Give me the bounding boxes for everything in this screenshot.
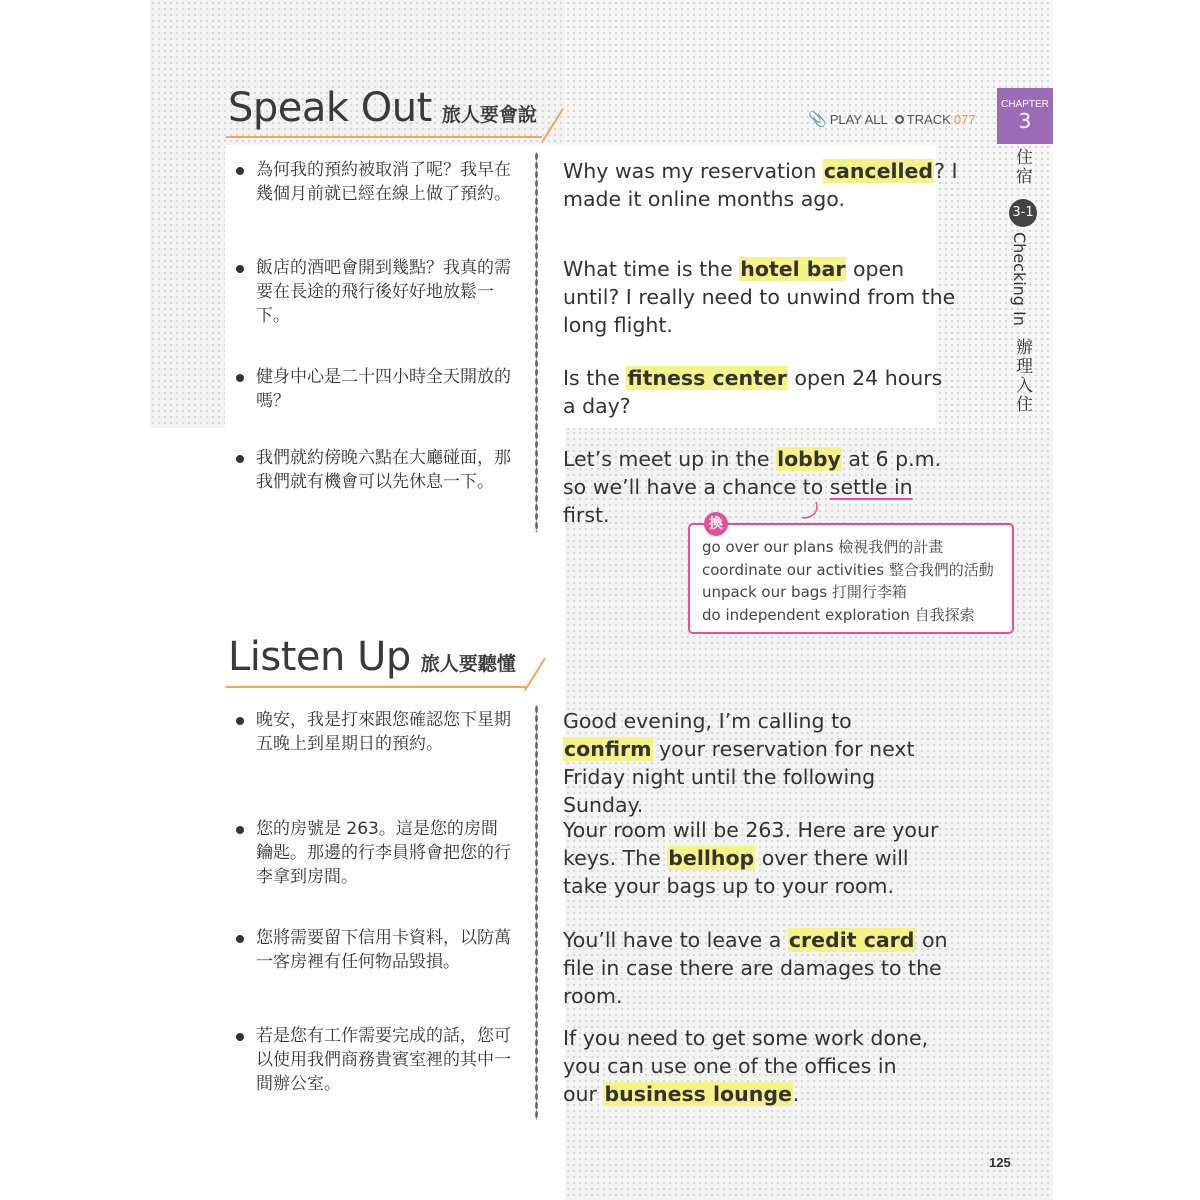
speak-out-zh-4: 我們就約傍晚六點在大廳碰面，那我們就有機會可以先休息一下。 [232,446,514,494]
swap-badge: 換 [704,512,728,536]
swap-target-phrase[interactable]: settle in [829,475,913,499]
listen-up-heading [228,634,516,680]
keyword-highlight: hotel bar [740,257,846,281]
speak-out-zh-2: 飯店的酒吧會開到幾點？我真的需要在長途的飛行後好好地放鬆一下。 [232,256,514,328]
paperclip-icon: 📎 [808,111,827,128]
speak-out-zh-3: 健身中心是二十四小時全天開放的嗎？ [232,365,514,413]
track-label: TRACK [906,111,951,127]
keyword-highlight: business lounge [604,1082,792,1106]
speak-out-title: Speak Out [228,85,432,131]
track-disc-icon [895,115,904,124]
chapter-tab [997,88,1053,144]
speak-out-en-3: Is the fitness center open 24 hours a day? [563,366,943,418]
column-divider-bottom [535,705,538,1120]
speak-out-heading [228,85,537,131]
speak-out-underline [226,136,542,138]
side-section-en: Checking In [1010,232,1029,326]
keyword-highlight: cancelled [823,159,934,183]
listen-up-title-zh: 旅人要聽懂 [420,653,516,675]
speak-out-en-4: Let’s meet up in the lobby at 6 p.m. so we’ll have a chance to settle in first. [563,447,942,527]
listen-up-underline [226,686,526,688]
track-number[interactable]: 077 [953,111,976,127]
speak-out-en-2: What time is the hotel bar open until? I really need to unwind from the long flight. [563,257,956,337]
listen-up-en-1: Good evening, I’m calling to confirm your reservation for next Friday night until the following Sunday. [563,709,915,817]
listen-up-en-3: You’ll have to leave a credit card on file in case there are damages to the room. [563,928,948,1008]
swap-option: do independent exploration 自我探索 [702,605,975,624]
audio-track-controls[interactable] [808,110,976,128]
speak-out-title-zh: 旅人要會說 [441,104,537,126]
keyword-highlight: confirm [564,737,652,761]
keyword-highlight: credit card [788,928,915,952]
speak-out-en-1: Why was my reservation cancelled? I made it online months ago. [563,159,958,211]
swap-option: coordinate our activities 整合我們的活動 [702,560,994,579]
keyword-highlight: lobby [777,447,841,471]
listen-up-zh-3: 您將需要留下信用卡資料，以防萬一客房裡有任何物品毀損。 [232,926,514,974]
chapter-number: 3 [1018,109,1032,133]
page-number: 125 [989,1155,1011,1170]
chapter-label: CHAPTER [1001,99,1049,110]
column-divider-top [535,152,538,532]
side-topic-zh: 住宿 [1012,148,1032,186]
keyword-highlight: bellhop [668,846,755,870]
listen-up-zh-1: 晚安，我是打來跟您確認您下星期五晚上到星期日的預約。 [232,708,514,756]
swap-option: go over our plans 檢視我們的計畫 [702,538,944,556]
speak-out-zh-1: 為何我的預約被取消了呢？我早在幾個月前就已經在線上做了預約。 [232,158,514,206]
swap-option: unpack our bags 打開行李箱 [702,583,907,601]
listen-up-en-4: If you need to get some work done, you can use one of the offices in our business lounge. [563,1026,929,1106]
play-all-label[interactable]: PLAY ALL [829,111,888,127]
listen-up-title: Listen Up [228,634,411,680]
swap-options-list [702,536,994,626]
listen-up-en-2: Your room will be 263. Here are your keys. The bellhop over there will take your bags up to your room. [563,818,939,898]
side-section-number: 3-1 [1009,199,1037,227]
listen-up-zh-4: 若是您有工作需要完成的話，您可以使用我們商務貴賓室裡的其中一間辦公室。 [232,1024,514,1096]
listen-up-zh-2: 您的房號是 263。這是您的房間鑰匙。那邊的行李員將會把您的行李拿到房間。 [232,817,514,889]
keyword-highlight: fitness center [627,366,787,390]
side-section-zh: 辦理入住 [1012,338,1032,414]
